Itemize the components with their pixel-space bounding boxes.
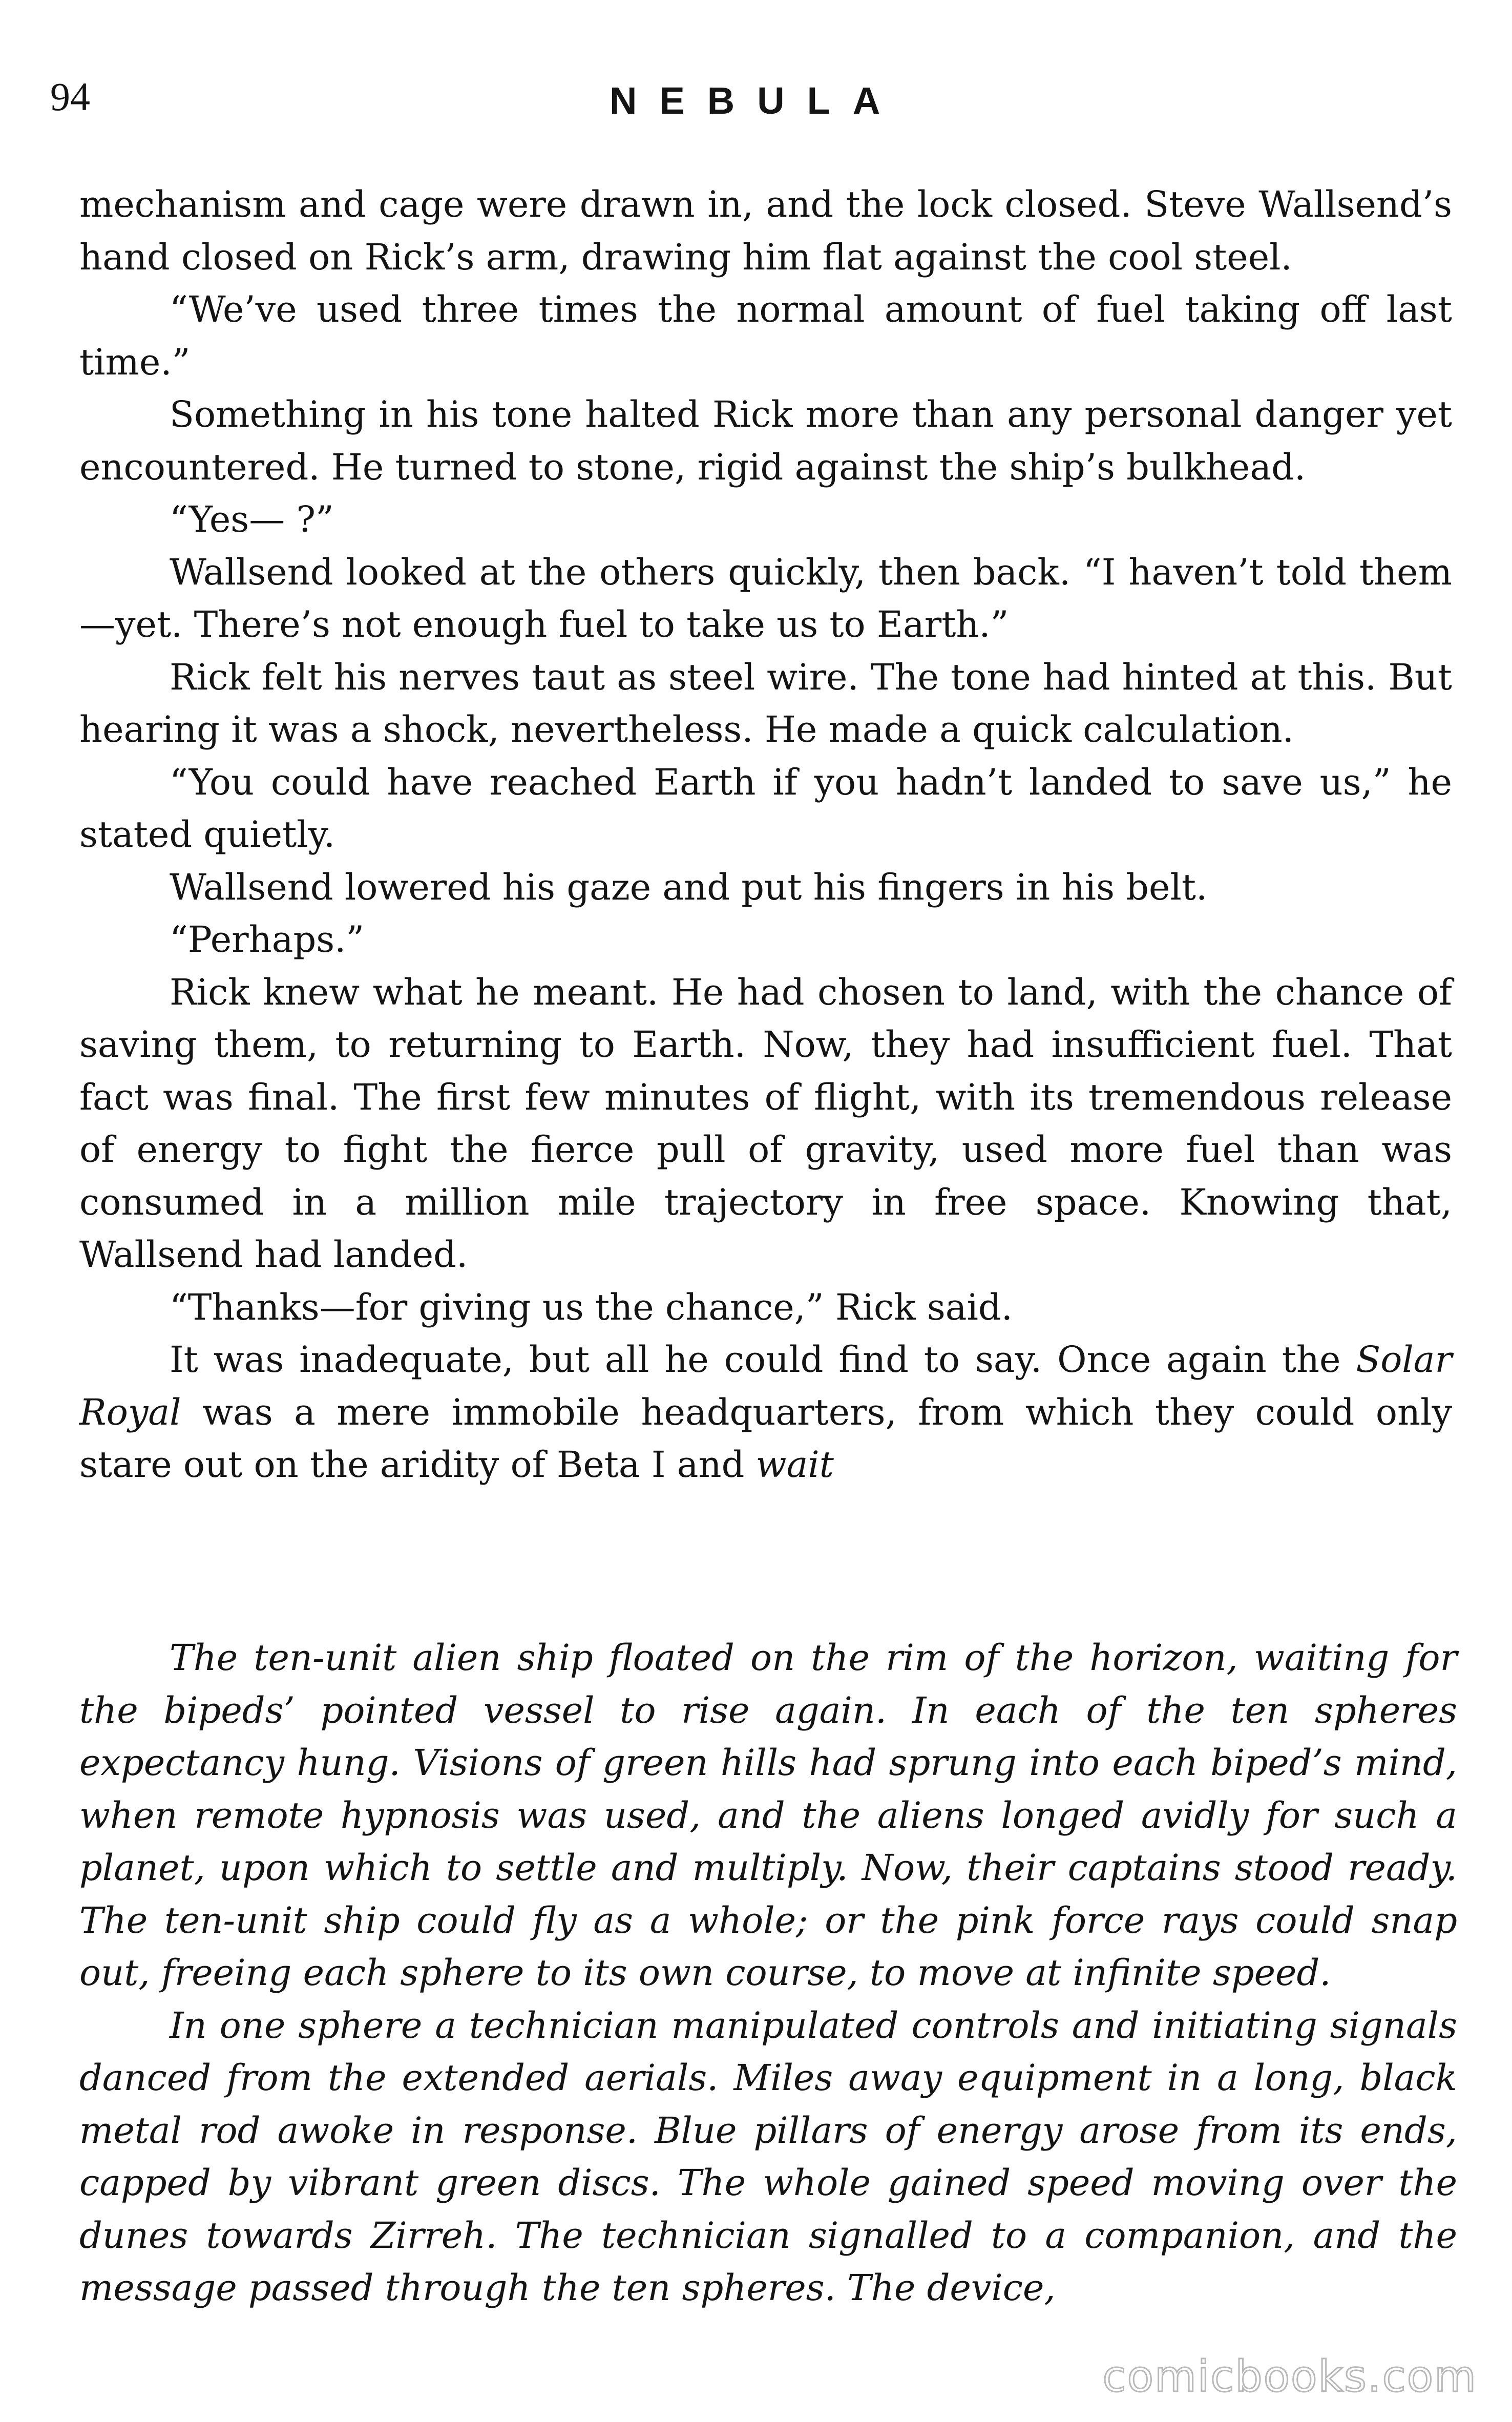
paragraph: Rick felt his nerves taut as steel wire. The tone had hinted at this. But hearing it was a shock, nevertheless. He made a quick calculation.	[79, 656, 1452, 750]
paragraph: mechanism and cage were drawn in, and the lock closed. Steve Wallsend’s hand closed on Rick’s arm, drawing him flat against the cool steel.	[79, 183, 1452, 278]
paragraph: Something in his tone halted Rick more than any personal danger yet encountered. He turned to stone, rigid against the ship’s bulkhead.	[79, 393, 1452, 488]
paragraph-text: was a mere immobile headquarters, from which they could only stare out on the aridity of Beta I and	[79, 1391, 1452, 1486]
paragraph: The ten-unit alien ship floated on the rim of the horizon, waiting for the bipeds’ pointed vessel to rise again. In each of the ten spheres expectancy hung. Visions of green hills had sprung into each biped’s mind, when remote hypnosis was used, and the aliens longed avidly for such a planet, upon which to settle and multiply. Now, their captains stood ready. The ten-unit ship could fly as a whole; or the pink force rays could snap out, freeing each sphere to its own course, to move at infinite speed.	[79, 1637, 1457, 1994]
paragraph: Wallsend lowered his gaze and put his fingers in his belt.	[170, 866, 1208, 908]
paragraph: “Yes— ?”	[170, 498, 334, 540]
watermark: comicbooks.com	[1102, 2351, 1477, 2402]
paragraph: “You could have reached Earth if you hadn’t landed to save us,” he stated quietly.	[79, 761, 1452, 855]
paragraph: Wallsend looked at the others quickly, then back. “I haven’t told them—yet. There’s not enough fuel to take us to Earth.”	[79, 551, 1452, 645]
ship-name: Solar Royal	[79, 1339, 1452, 1433]
emphasized-word: wait	[755, 1444, 834, 1486]
paragraph: “We’ve used three times the normal amount of fuel taking off last time.”	[79, 288, 1452, 383]
running-title: NEBULA	[610, 79, 903, 122]
paragraph: “Perhaps.”	[170, 918, 365, 961]
paragraph: “Thanks—for giving us the chance,” Rick said.	[170, 1286, 1013, 1328]
page-number: 94	[50, 74, 90, 119]
paragraph: In one sphere a technician manipulated controls and initiating signals danced from the extended aerials. Miles away equipment in a long, black metal rod awoke in response. Blue pillars of energy arose from its ends, capped by vibrant green discs. The whole gained speed moving over the dunes towards Zirreh. The technician signalled to a companion, and the message passed through the ten spheres. The device,	[79, 2004, 1457, 2309]
body-text	[79, 178, 1452, 1491]
paragraph	[79, 1333, 1452, 1491]
paragraph: Rick knew what he meant. He had chosen to land, with the chance of saving them, to returning to Earth. Now, they had insufficient fuel. That fact was final. The first few minutes of flight, with its tremendous release of energy to fight the fierce pull of gravity, used more fuel than was consumed in a million mile trajectory in free space. Knowing that, Wallsend had landed.	[79, 971, 1452, 1276]
italic-scene-text	[79, 1632, 1457, 2314]
paragraph-text: It was inadequate, but all he could find to say. Once again the	[170, 1339, 1356, 1381]
